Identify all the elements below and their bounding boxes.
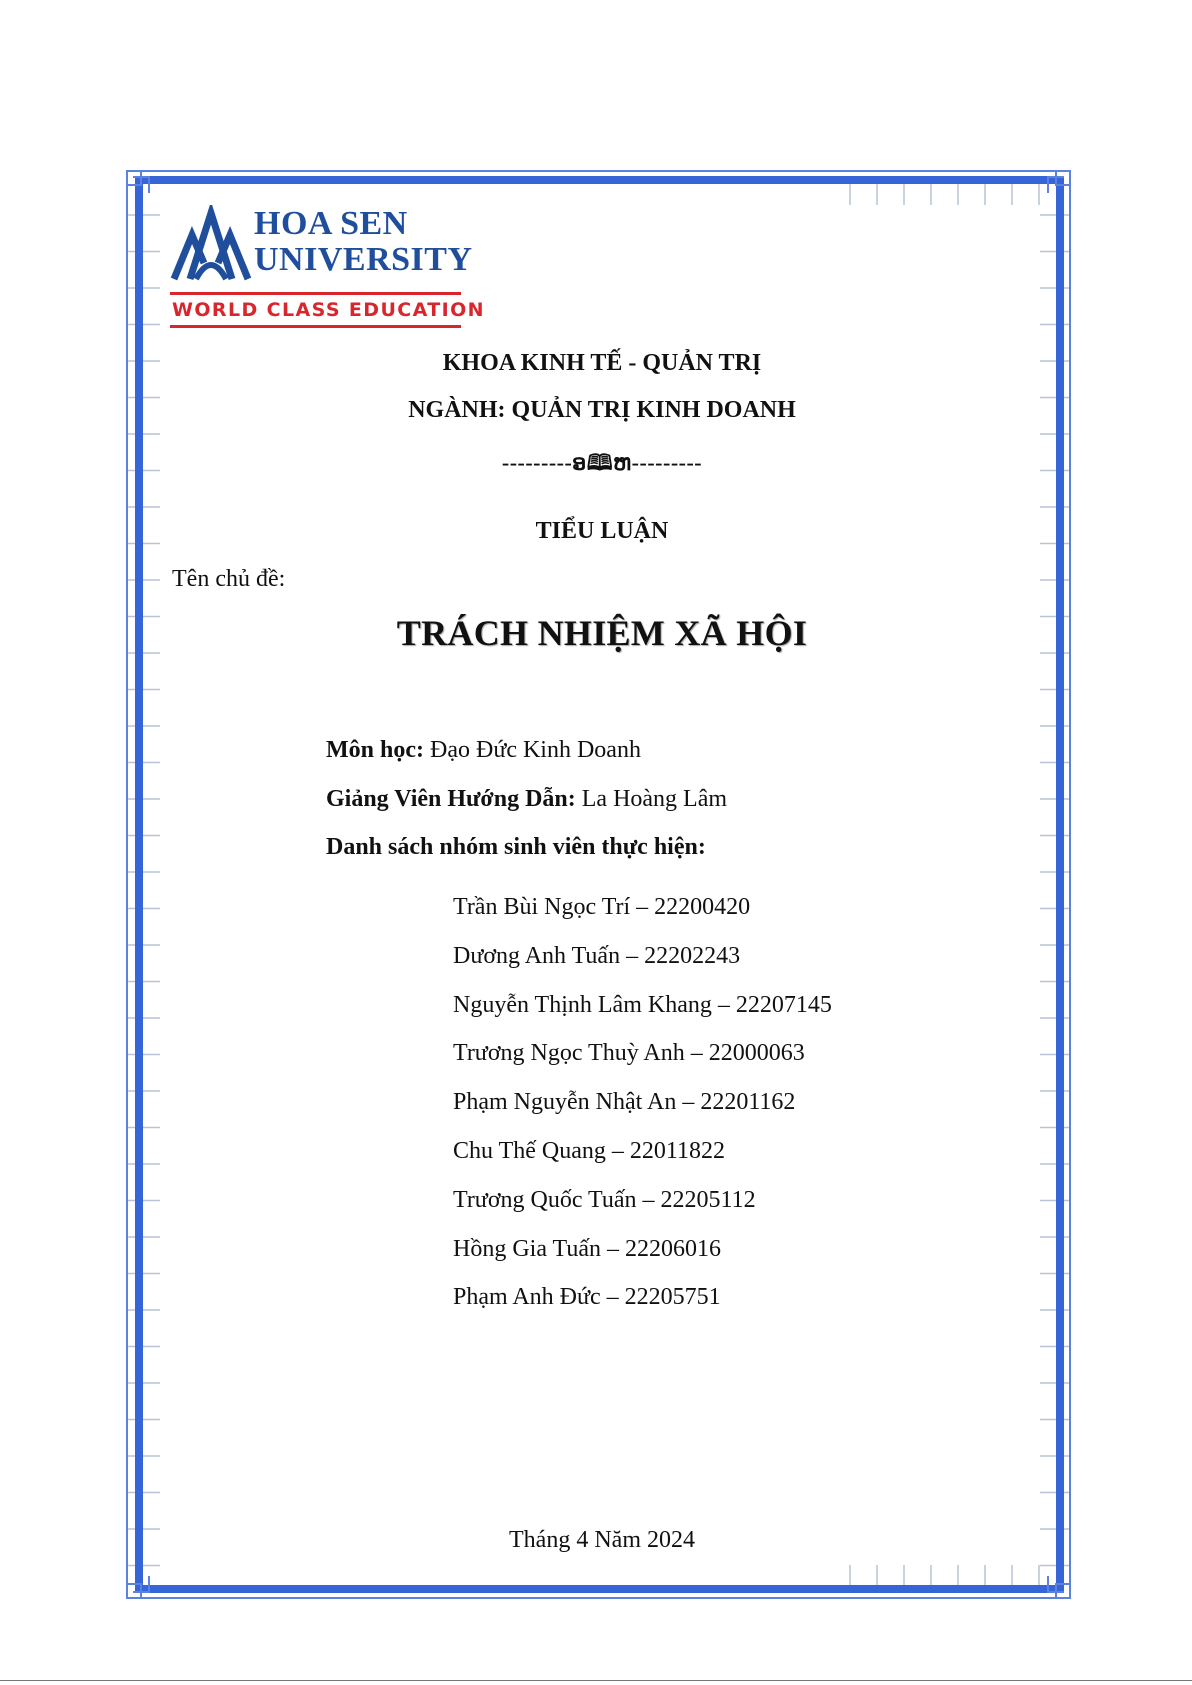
ornamental-divider: ---------ອ🕮ຫ--------- xyxy=(501,450,703,475)
group-list-label: Danh sách nhóm sinh viên thực hiện: xyxy=(326,834,706,860)
lecturer-value: La Hoàng Lâm xyxy=(575,786,728,812)
page-bottom-rule xyxy=(0,1680,1192,1681)
logo-rule-bottom xyxy=(170,325,461,328)
faculty-heading: KHOA KINH TẾ - QUẢN TRỊ xyxy=(442,350,762,376)
subject-line xyxy=(326,737,641,764)
member-item: Hồng Gia Tuấn – 22206016 xyxy=(453,1235,722,1262)
logo-name-line1: HOA SEN xyxy=(254,205,408,242)
member-item: Phạm Nguyễn Nhật An – 22201162 xyxy=(453,1089,796,1116)
member-list xyxy=(453,883,832,1322)
member-item: Nguyễn Thịnh Lâm Khang – 22207145 xyxy=(453,991,832,1018)
subject-label: Môn học: xyxy=(326,737,424,763)
topic-label: Tên chủ đề: xyxy=(172,566,286,592)
lecturer-label: Giảng Viên Hướng Dẫn: xyxy=(326,786,576,812)
logo-tagline: WORLD CLASS EDUCATION xyxy=(172,299,485,321)
major-heading: NGÀNH: QUẢN TRỊ KINH DOANH xyxy=(408,397,796,423)
member-item: Trương Ngọc Thuỳ Anh – 22000063 xyxy=(453,1040,805,1067)
university-logo xyxy=(170,205,485,331)
lecturer-line xyxy=(326,786,727,813)
member-item: Phạm Anh Đức – 22205751 xyxy=(453,1284,721,1311)
hoa-sen-lotus-mark-icon xyxy=(170,205,252,281)
topic-title: TRÁCH NHIỆM XÃ HỘI xyxy=(396,613,808,653)
member-item: Trần Bùi Ngọc Trí – 22200420 xyxy=(453,894,751,920)
member-item: Chu Thế Quang – 22011822 xyxy=(453,1137,725,1164)
member-item: Trương Quốc Tuấn – 22205112 xyxy=(453,1186,756,1213)
logo-rule-top xyxy=(170,292,461,295)
logo-name-line2: UNIVERSITY xyxy=(254,241,473,278)
subject-value: Đạo Đức Kinh Doanh xyxy=(424,737,641,763)
member-item: Dương Anh Tuấn – 22202243 xyxy=(453,942,741,969)
date-footer: Tháng 4 Năm 2024 xyxy=(509,1527,695,1553)
document-type-heading: TIỂU LUẬN xyxy=(535,518,669,544)
